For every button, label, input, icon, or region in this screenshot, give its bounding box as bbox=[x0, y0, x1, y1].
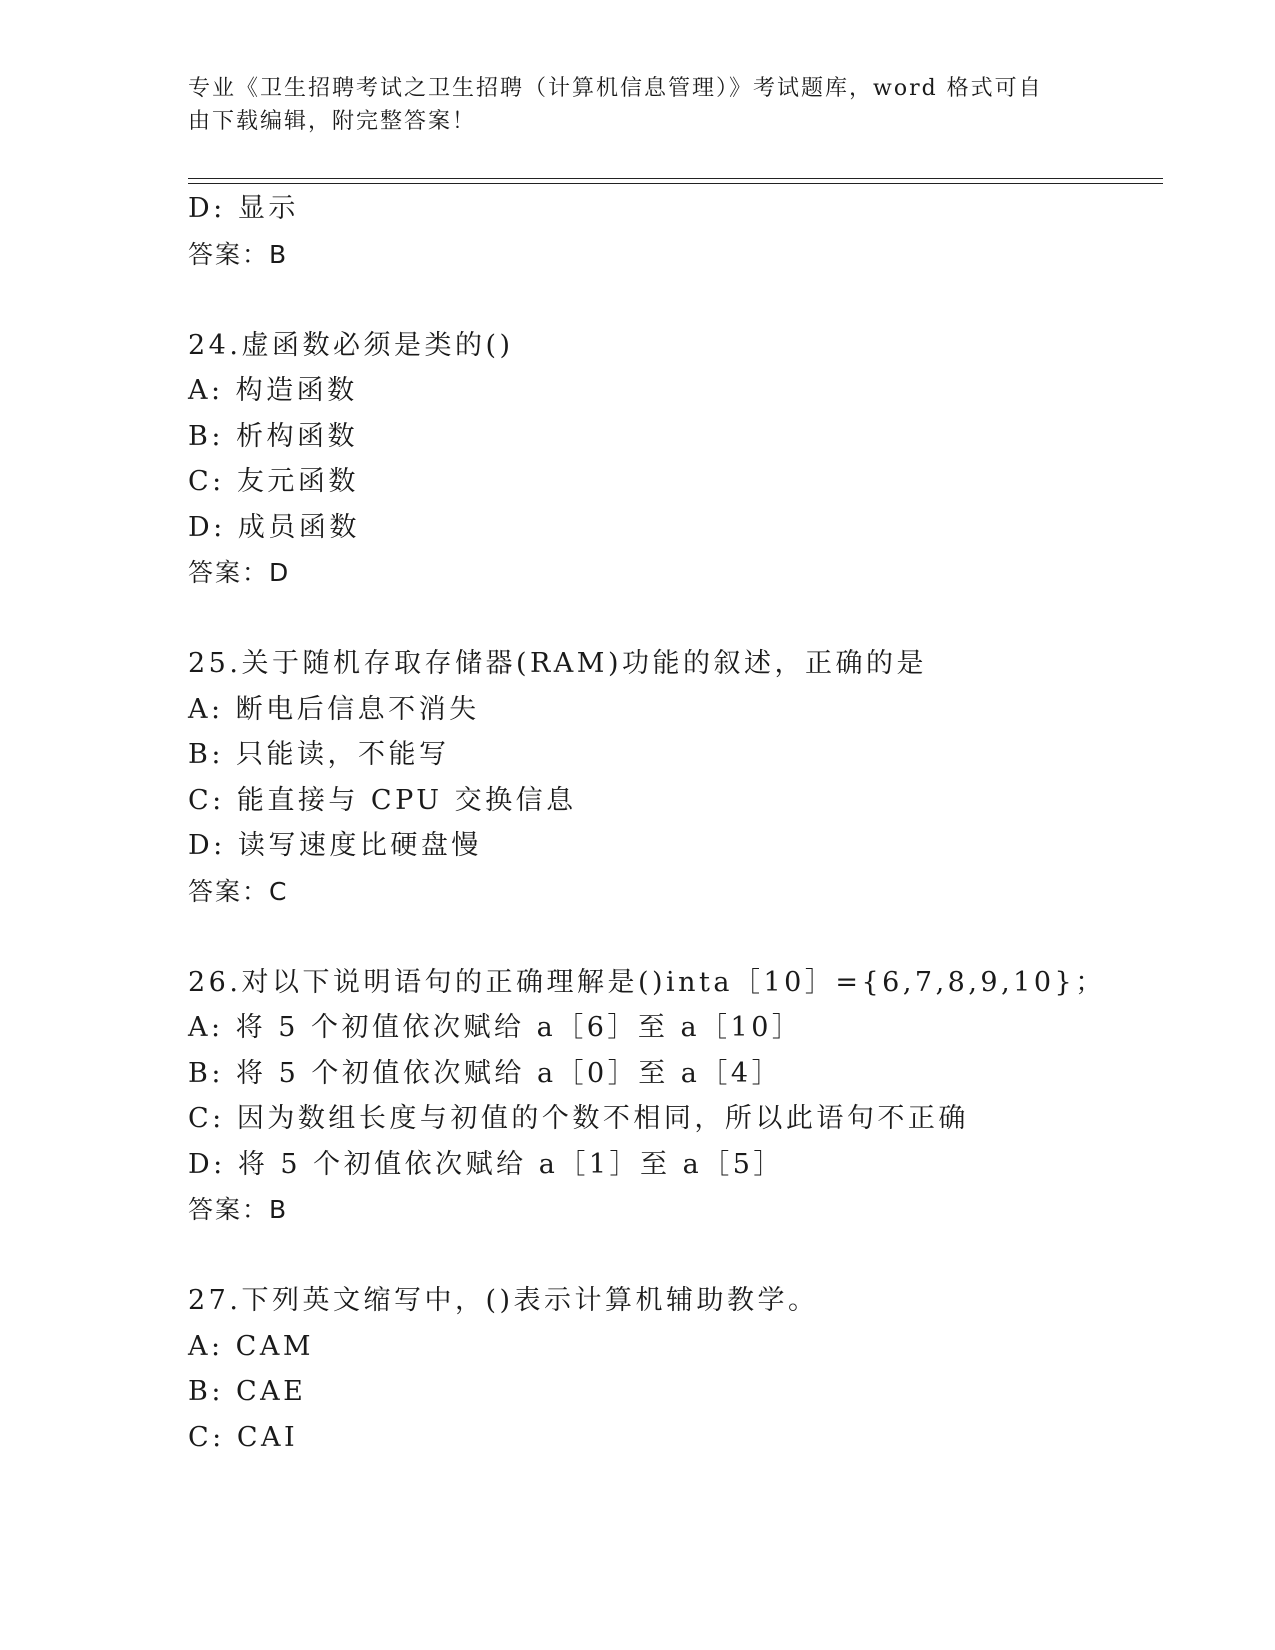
question-list bbox=[188, 186, 1148, 1460]
question-spacer bbox=[188, 914, 1148, 960]
answer-line: 答案：C bbox=[188, 876, 289, 906]
option-c: C: CAI bbox=[188, 1421, 299, 1453]
question-24 bbox=[188, 323, 1148, 596]
option-d: D: 显示 bbox=[188, 193, 299, 224]
question-stem: 26.对以下说明语句的正确理解是()inta［10］={6,7,8,9,10}； bbox=[188, 966, 1106, 998]
option-a: A: 将 5 个初值依次赋给 a［6］至 a［10］ bbox=[188, 1012, 803, 1043]
page-header bbox=[188, 72, 1088, 138]
option-c: C: 友元函数 bbox=[188, 466, 359, 497]
question-stem: 24.虚函数必须是类的() bbox=[188, 329, 514, 361]
question-25 bbox=[188, 641, 1148, 914]
question-stem: 27.下列英文缩写中，()表示计算机辅助教学。 bbox=[188, 1285, 819, 1316]
option-b: B: 析构函数 bbox=[188, 420, 359, 452]
option-a: A: 断电后信息不消失 bbox=[188, 693, 480, 725]
option-d: D: 将 5 个初值依次赋给 a［1］至 a［5］ bbox=[188, 1148, 784, 1180]
option-a: A: CAM bbox=[188, 1330, 314, 1362]
answer-line: 答案：B bbox=[188, 1195, 289, 1224]
option-a: A: 构造函数 bbox=[188, 375, 358, 406]
header-divider-bottom bbox=[188, 183, 1163, 184]
option-b: B: 将 5 个初值依次赋给 a［0］至 a［4］ bbox=[188, 1057, 783, 1089]
previous-question-tail bbox=[188, 186, 1148, 277]
question-27 bbox=[188, 1278, 1148, 1460]
header-divider-top bbox=[188, 178, 1163, 179]
question-spacer bbox=[188, 277, 1148, 323]
option-c: C: 能直接与 CPU 交换信息 bbox=[188, 784, 577, 816]
header-title-line-1: 专业《卫生招聘考试之卫生招聘（计算机信息管理）》考试题库，word 格式可自 bbox=[188, 76, 1043, 101]
option-b: B: CAE bbox=[188, 1376, 307, 1407]
header-title-line-2: 由下载编辑，附完整答案！ bbox=[188, 109, 477, 134]
answer-line: 答案：B bbox=[188, 239, 289, 269]
option-d: D: 成员函数 bbox=[188, 511, 360, 543]
option-d: D: 读写速度比硬盘慢 bbox=[188, 830, 482, 861]
question-stem: 25.关于随机存取存储器(RAM)功能的叙述，正确的是 bbox=[188, 648, 927, 679]
option-c: C: 因为数组长度与初值的个数不相同，所以此语句不正确 bbox=[188, 1103, 969, 1134]
option-b: B: 只能读，不能写 bbox=[188, 739, 450, 770]
answer-line: 答案：D bbox=[188, 558, 291, 587]
question-26 bbox=[188, 960, 1148, 1233]
question-spacer bbox=[188, 596, 1148, 642]
question-spacer bbox=[188, 1233, 1148, 1279]
